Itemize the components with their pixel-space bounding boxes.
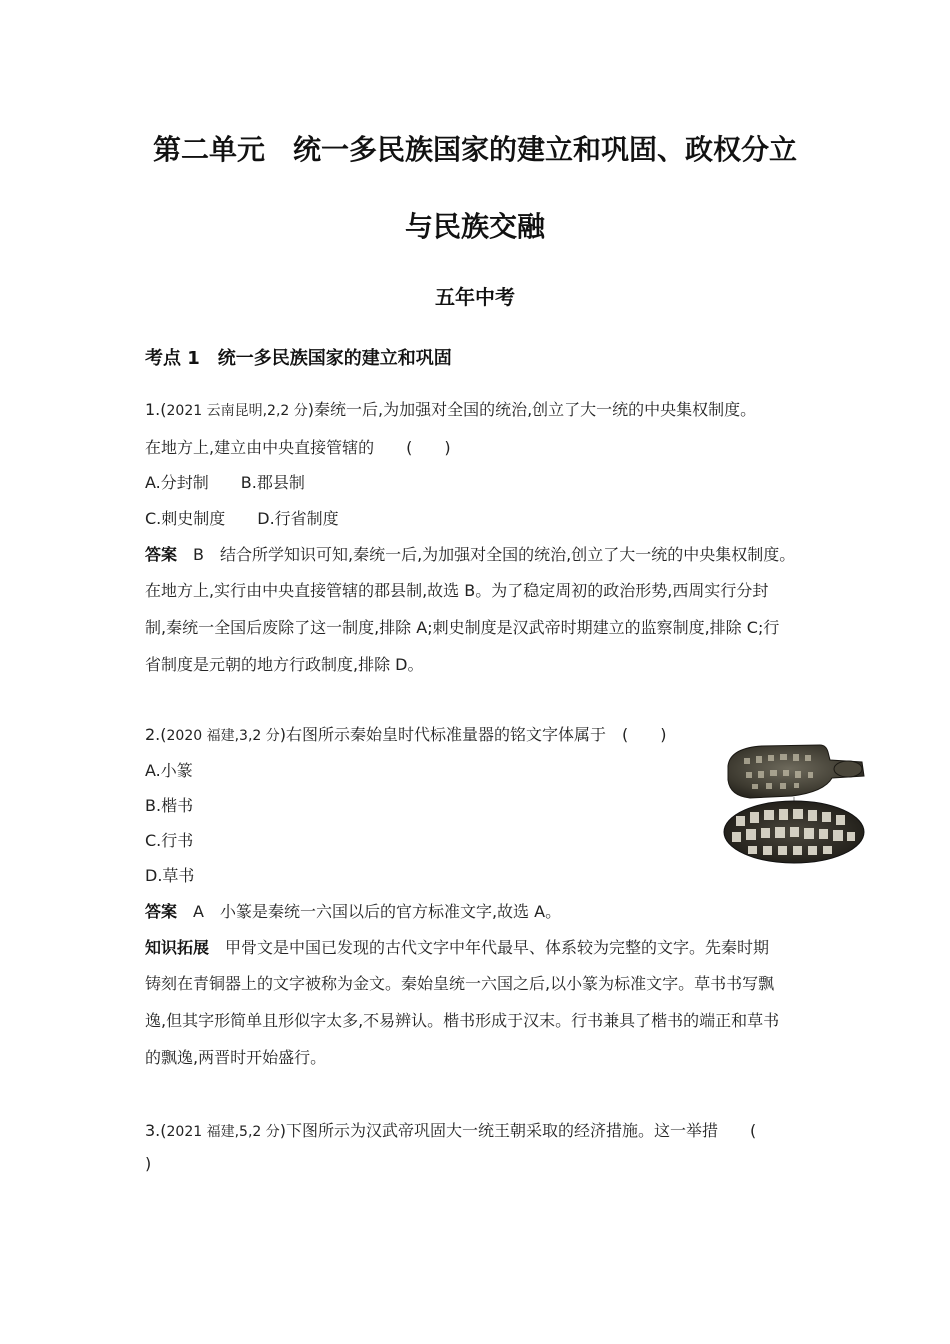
q2-stem-text: )右图所示秦始皇时代标准量器的铭文字体属于 ( ) [279, 725, 667, 744]
q2-extension-label: 知识拓展 [145, 938, 210, 957]
page-title-line-1: 第二单元 统一多民族国家的建立和巩固、政权分立 [152, 133, 797, 166]
q1-answer-line-2: 在地方上,实行由中央直接管辖的郡县制,故选 B。为了稳定周初的政治形势,西周实行分封 [145, 581, 769, 600]
q3-stem-text: )下图所示为汉武帝巩固大一统王朝采取的经济措施。这一举措 ( [279, 1121, 757, 1140]
q1-answer-line-4: 省制度是元朝的地方行政制度,排除 D。 [145, 655, 424, 674]
q2-answer-text: A 小篆是秦统一六国以后的官方标准文字,故选 A。 [177, 902, 562, 921]
section-heading: 考点 1 统一多民族国家的建立和巩固 [145, 348, 452, 369]
q2-source: 2020 福建,3,2 分 [166, 728, 280, 744]
subtitle: 五年中考 [435, 285, 515, 309]
qin-measuring-vessel-image [722, 740, 867, 865]
q1-stem-line-1 [145, 397, 756, 420]
q2-option-c: C.行书 [145, 831, 194, 850]
q2-stem-line [145, 722, 667, 745]
q1-options-cd: C.刺史制度 D.行省制度 [145, 509, 339, 528]
q2-option-d: D.草书 [145, 866, 195, 885]
q1-source: 2021 云南昆明,2,2 分 [166, 403, 308, 419]
q1-stem-text-1: )秦统一后,为加强对全国的统治,创立了大一统的中央集权制度。 [307, 400, 757, 419]
q2-extension-line-3: 逸,但其字形简单且形似字太多,不易辨认。楷书形成于汉末。行书兼具了楷书的端正和草书 [145, 1011, 780, 1030]
q2-extension-line-1 [145, 935, 769, 958]
page-title-line-2: 与民族交融 [404, 210, 545, 243]
q1-number: 1.( [145, 400, 167, 419]
q2-answer-label: 答案 [145, 902, 178, 921]
q1-answer-line-3: 制,秦统一全国后废除了这一制度,排除 A;刺史制度是汉武帝时期建立的监察制度,排除 C;行 [145, 618, 780, 637]
q1-stem-line-2: 在地方上,建立由中央直接管辖的 ( ) [145, 438, 451, 457]
q1-answer-line-1 [145, 542, 795, 565]
q2-extension-text-1: 甲骨文是中国已发现的古代文字中年代最早、体系较为完整的文字。先秦时期 [209, 938, 770, 957]
q2-option-b: B.楷书 [145, 796, 194, 815]
q2-answer-line [145, 899, 561, 922]
q2-number: 2.( [145, 725, 167, 744]
bronze-vessel-illustration [722, 740, 867, 865]
q1-answer-text-1: B 结合所学知识可知,秦统一后,为加强对全国的统治,创立了大一统的中央集权制度。 [177, 545, 796, 564]
q2-extension-line-2: 铸刻在青铜器上的文字被称为金文。秦始皇统一六国之后,以小篆为标准文字。草书书写飘 [145, 974, 775, 993]
q3-number: 3.( [145, 1121, 167, 1140]
q3-stem-line [145, 1118, 756, 1141]
q3-close-paren: ) [145, 1154, 152, 1173]
q2-option-a: A.小篆 [145, 761, 193, 780]
q3-source: 2021 福建,5,2 分 [166, 1124, 280, 1140]
q1-answer-label: 答案 [145, 545, 178, 564]
q1-options-ab: A.分封制 B.郡县制 [145, 473, 305, 492]
q2-extension-line-4: 的飘逸,两晋时开始盛行。 [145, 1048, 327, 1067]
